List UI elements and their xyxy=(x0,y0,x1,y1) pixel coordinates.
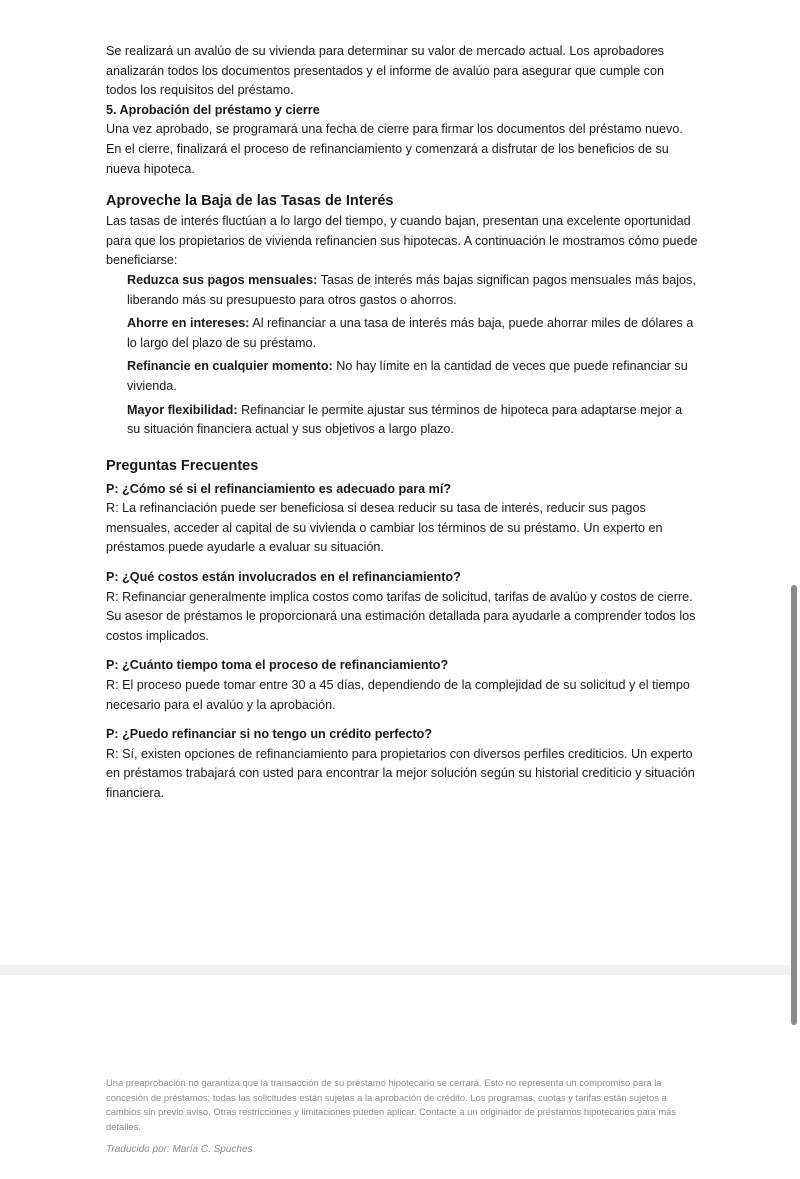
benefit-item xyxy=(127,314,698,353)
faq-item xyxy=(106,725,698,803)
benefit-label: Mayor flexibilidad: xyxy=(127,402,238,417)
step5-title: 5. Aprobación del préstamo y cierre xyxy=(106,102,320,117)
benefit-text: Refinanciar le permite ajustar sus términos de hipoteca para adaptarse mejor a su situación financiera actual y sus objetivos a largo plazo. xyxy=(127,402,683,437)
benefit-item xyxy=(127,401,698,440)
rates-section-title: Aproveche la Baja de las Tasas de Interés xyxy=(106,193,394,210)
faq-question: P: ¿Cuánto tiempo toma el proceso de refinanciamiento? xyxy=(106,658,449,673)
faq-item xyxy=(106,656,698,715)
step5-body: Una vez aprobado, se programará una fecha de cierre para firmar los documentos del préstamo nuevo. En el cierre, finalizará el proceso de refinanciamiento y comenzará a disfrutar de los beneficios de su nueva hipoteca. xyxy=(106,122,683,176)
benefit-list xyxy=(106,271,698,440)
vertical-scrollbar[interactable] xyxy=(791,0,798,1179)
faq-question: P: ¿Cómo sé si el refinanciamiento es adecuado para mí? xyxy=(106,481,452,496)
intro-paragraph: Se realizará un avalúo de su vivienda para determinar su valor de mercado actual. Los aprobadores analizarán todos los documentos presentados y el informe de avalúo para asegurar que cumple con todos los requisitos del préstamo. xyxy=(106,44,664,98)
benefit-item xyxy=(127,271,698,310)
faq-section-title: Preguntas Frecuentes xyxy=(106,457,259,474)
benefit-text: Al refinanciar a una tasa de interés más baja, puede ahorrar miles de dólares a lo largo del plazo de su préstamo. xyxy=(127,316,694,350)
faq-item xyxy=(106,568,698,646)
faq-item xyxy=(106,480,698,558)
faq-answer: R: El proceso puede tomar entre 30 a 45 días, dependiendo de la complejidad de su solicitud y el tiempo necesario para el avalúo y la aprobación. xyxy=(106,678,690,712)
translator-credit: Traducido por: María C. Spuches xyxy=(106,1144,253,1156)
disclaimer-text: Una preaprobación no garantiza que la transacción de su préstamo hipotecario se cerrará. Esto no representa un compromiso para la concesión de préstamos; todas las solicitudes están sujetas a la aprobación de crédito. Los programas, cuotas y tarifas están sujetos a cambios sin previo aviso. Otras restricciones y limitaciones pueden aplicar. Contacte a un originador de préstamos hipotecarios para más detalles. xyxy=(106,1077,677,1132)
benefit-text: No hay límite en la cantidad de veces que puede refinanciar su vivienda. xyxy=(127,359,688,393)
faq-answer: R: Refinanciar generalmente implica costos como tarifas de solicitud, tarifas de avalúo y costos de cierre. Su asesor de préstamos le proporcionará una estimación detallada para ayudarle a comprender todos los costos implicados. xyxy=(106,589,696,643)
document-content xyxy=(106,42,698,814)
benefit-item xyxy=(127,357,698,396)
scrollbar-thumb[interactable] xyxy=(791,585,797,1025)
faq-question: P: ¿Qué costos están involucrados en el refinanciamiento? xyxy=(106,570,461,585)
footer xyxy=(106,1076,698,1155)
benefit-label: Reduzca sus pagos mensuales: xyxy=(127,272,318,287)
rates-section-intro: Las tasas de interés fluctúan a lo largo del tiempo, y cuando bajan, presentan una excelente oportunidad para que los propietarios de vivienda refinancien sus hipotecas. A continuación le mostramos cómo puede beneficiarse: xyxy=(106,214,698,268)
benefit-label: Refinancie en cualquier momento: xyxy=(127,359,333,374)
faq-answer: R: La refinanciación puede ser beneficiosa si desea reducir su tasa de interés, reducir sus pagos mensuales, acceder al capital de su vivienda o cambiar los términos de su préstamo. Un experto en préstamos puede ayudarle a evaluar su situación. xyxy=(106,501,663,555)
benefit-text: Tasas de interés más bajas significan pagos mensuales más bajos, liberando más su presupuesto para otros gastos o ahorros. xyxy=(127,272,696,307)
faq-answer: R: Sí, existen opciones de refinanciamiento para propietarios con diversos perfiles crediticios. Un experto en préstamos trabajará con usted para encontrar la mejor solución según su historial crediticio y situación financiera. xyxy=(106,746,695,800)
faq-question: P: ¿Puedo refinanciar si no tengo un crédito perfecto? xyxy=(106,727,433,742)
benefit-label: Ahorre en intereses: xyxy=(127,316,250,331)
page-separator xyxy=(0,965,790,975)
